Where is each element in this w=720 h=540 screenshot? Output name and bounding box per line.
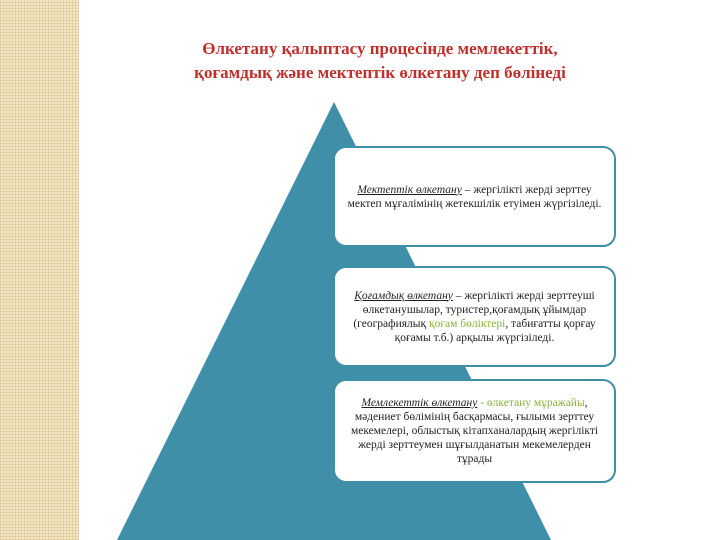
term-public-local-history: Қоғамдық өлкетану bbox=[354, 289, 453, 302]
level-text-school bbox=[347, 183, 602, 211]
desc-state: , мәдениет бөлімінің басқармасы, ғылыми зерттеу мекемелері, облыстық кітапханалардың жергілікті жерді зерттеумен шұғылданатын мекемелерден тұрады bbox=[350, 397, 599, 465]
desc-public-part2: , табиғатты қорғау қоғамы т.б.) арқылы жүргізіледі. bbox=[394, 317, 596, 344]
level-box-school bbox=[333, 146, 616, 247]
title-line-2: қоғамдық және мектептік өлкетану деп бөлінеді bbox=[194, 63, 566, 82]
desc-school: – жергілікті жерді зерттеу мектеп мұғалімінің жетекшілік етуімен жүргізіледі. bbox=[347, 183, 602, 210]
level-box-public bbox=[333, 266, 616, 367]
level-text-state bbox=[347, 396, 602, 466]
level-box-state bbox=[333, 379, 616, 483]
term-school-local-history: Мектептік өлкетану bbox=[357, 183, 462, 196]
term-state-local-history: Мемлекеттік өлкетану bbox=[361, 397, 478, 409]
desc-public-part1: – жергілікті жерді зерттеуші өлкетанушылар, туристер,қоғамдық ұйымдар (географиялық bbox=[353, 289, 595, 330]
level-text-public bbox=[347, 289, 602, 345]
link-local-history-museum[interactable]: - өлкетану мұражайы bbox=[477, 397, 585, 409]
title-line-1: Өлкетану қалыптасу процесінде мемлекеттік, bbox=[202, 39, 558, 58]
link-society-parts[interactable]: қоғам бөліктері bbox=[429, 317, 506, 330]
